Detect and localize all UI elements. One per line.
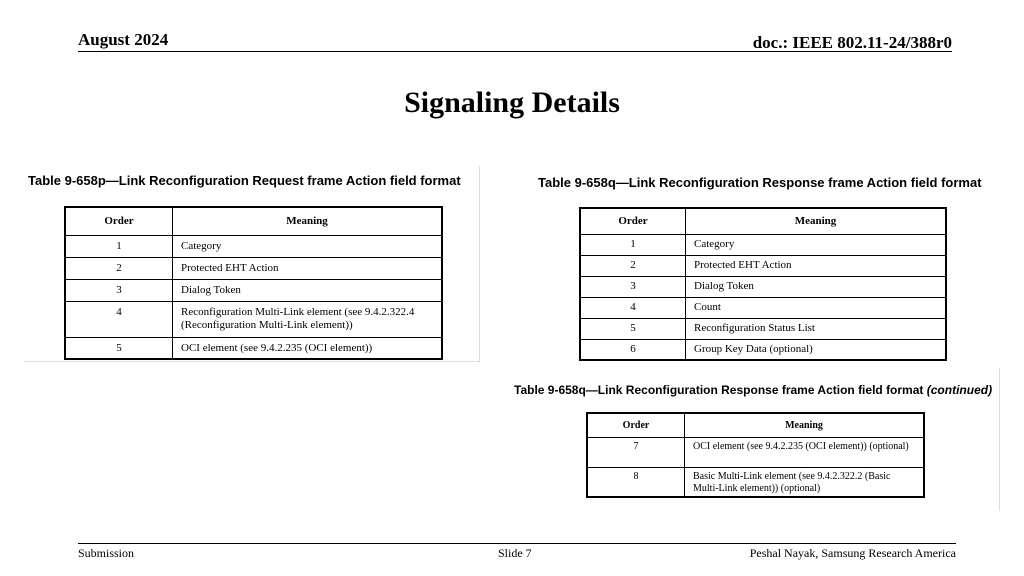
column-header: Meaning: [686, 208, 947, 234]
table-row: [580, 276, 946, 297]
footer-slide-number: Slide 7: [498, 546, 532, 560]
footer-divider: [78, 543, 956, 544]
meaning-cell: Category: [173, 235, 443, 257]
meaning-cell: Protected EHT Action: [173, 257, 443, 279]
meaning-cell: OCI element (see 9.4.2.235 (OCI element)): [173, 337, 443, 359]
column-header: Order: [580, 208, 686, 234]
order-cell: 2: [580, 255, 686, 276]
continued-caption-text: Table 9-658q—Link Reconfiguration Response frame Action field format: [514, 383, 924, 397]
panel-edge: [24, 361, 480, 362]
table-row: [580, 255, 946, 276]
table-row: [587, 437, 924, 467]
table-row: [65, 235, 442, 257]
order-cell: 7: [587, 437, 685, 467]
table-row: [65, 279, 442, 301]
request-table: [64, 206, 443, 360]
order-cell: 4: [65, 301, 173, 337]
table-row: [587, 467, 924, 497]
table-row: [580, 297, 946, 318]
table-row: [580, 234, 946, 255]
order-cell: 6: [580, 339, 686, 360]
meaning-cell: Category: [686, 234, 947, 255]
header-date: August 2024: [78, 30, 169, 49]
meaning-cell: Reconfiguration Status List: [686, 318, 947, 339]
meaning-cell: Basic Multi-Link element (see 9.4.2.322.2 (Basic Multi-Link element)) (optional): [685, 467, 925, 497]
column-header: Meaning: [685, 413, 925, 437]
continued-table-caption: [514, 383, 992, 397]
table-row: [65, 337, 442, 359]
response-table: [579, 207, 947, 361]
table-row: [65, 257, 442, 279]
meaning-cell: Dialog Token: [173, 279, 443, 301]
order-cell: 4: [580, 297, 686, 318]
meaning-cell: Dialog Token: [686, 276, 947, 297]
response-table-caption: Table 9-658q—Link Reconfiguration Response frame Action field format: [538, 175, 982, 190]
order-cell: 5: [580, 318, 686, 339]
table-row: [65, 301, 442, 337]
column-header: Order: [65, 207, 173, 235]
header-doc-id: doc.: IEEE 802.11-24/388r0: [752, 33, 952, 52]
order-cell: 3: [65, 279, 173, 301]
meaning-cell: Reconfiguration Multi-Link element (see 9.4.2.322.4 (Reconfiguration Multi-Link element)): [173, 301, 443, 337]
order-cell: 1: [580, 234, 686, 255]
panel-edge: [479, 166, 480, 362]
column-header: Order: [587, 413, 685, 437]
panel-edge: [999, 368, 1000, 511]
order-cell: 5: [65, 337, 173, 359]
table-row: [580, 318, 946, 339]
header-divider: [78, 51, 952, 52]
continued-caption-suffix: (continued): [926, 383, 993, 397]
meaning-cell: Count: [686, 297, 947, 318]
column-header: Meaning: [173, 207, 443, 235]
order-cell: 2: [65, 257, 173, 279]
meaning-cell: Protected EHT Action: [686, 255, 947, 276]
slide-title: Signaling Details: [404, 86, 620, 119]
order-cell: 1: [65, 235, 173, 257]
meaning-cell: OCI element (see 9.4.2.235 (OCI element)) (optional): [685, 437, 925, 467]
footer-submission: Submission: [78, 546, 135, 560]
footer-author: Peshal Nayak, Samsung Research America: [749, 546, 956, 560]
request-table-caption: Table 9-658p—Link Reconfiguration Request frame Action field format: [28, 173, 461, 188]
order-cell: 8: [587, 467, 685, 497]
meaning-cell: Group Key Data (optional): [686, 339, 947, 360]
order-cell: 3: [580, 276, 686, 297]
continued-table: [586, 412, 925, 498]
table-row: [580, 339, 946, 360]
